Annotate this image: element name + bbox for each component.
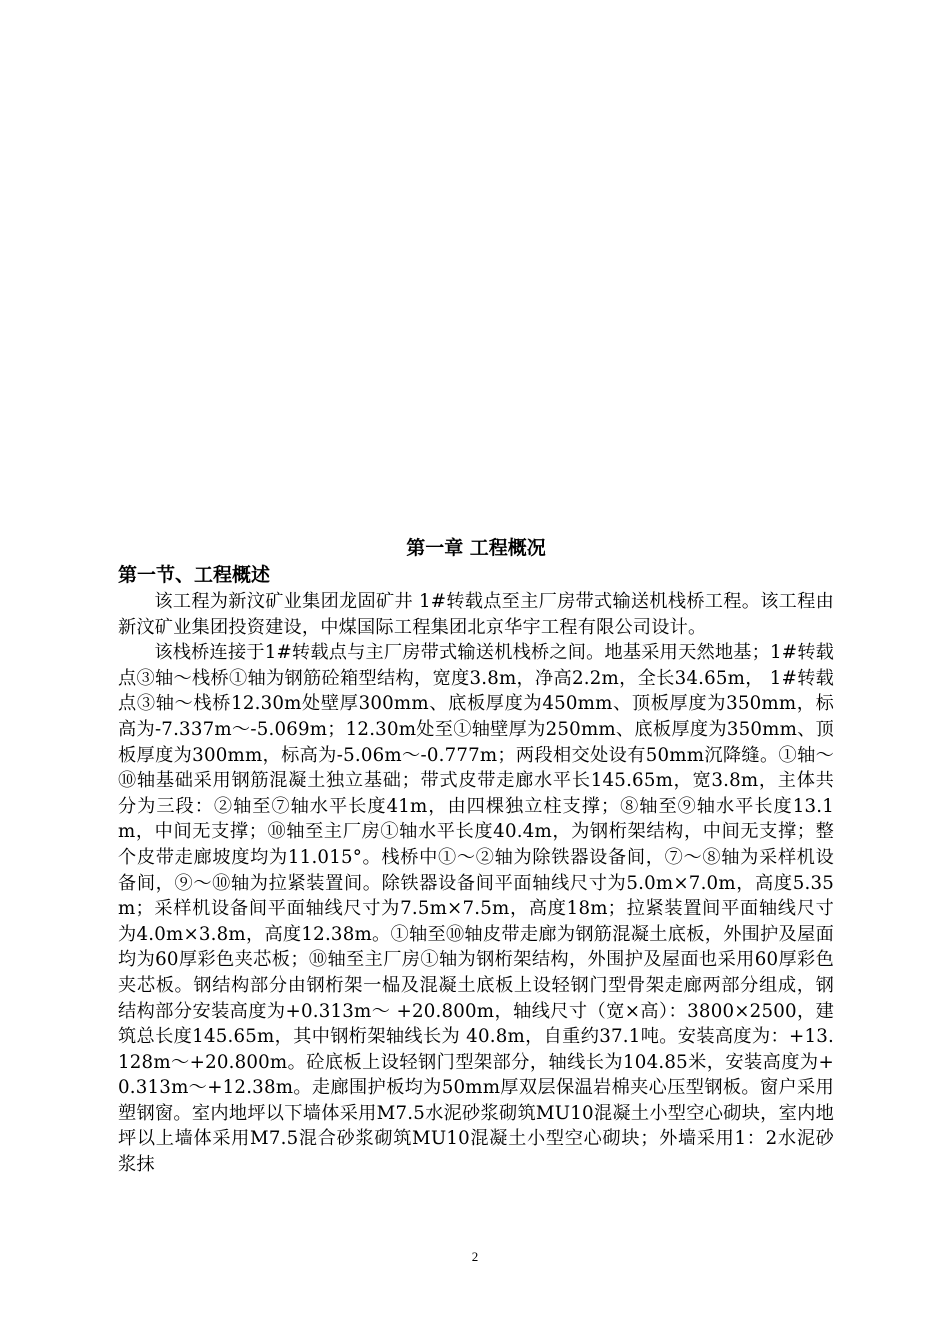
paragraph-overview: 该工程为新汶矿业集团龙固矿井 1#转载点至主厂房带式输送机栈桥工程。该工程由新汶矿业集团投资建设，中煤国际工程集团北京华宇工程有限公司设计。 bbox=[118, 591, 834, 638]
paragraph-structure: 该栈桥连接于1#转载点与主厂房带式输送机栈桥之间。地基采用天然地基；1#转载点③轴～栈桥①轴为钢筋砼箱型结构，宽度3.8m，净高2.2m，全长34.65m， 1#转载点③轴～栈桥12.30m处壁厚300mm、底板厚度为450mm、顶板厚度为350mm，标高为-7.337m～-5.069m；12.30m处至①轴壁厚为250mm、底板厚度为350mm、顶板厚度为300mm，标高为-5.06m～-0.777m；两段相交处设有50mm沉降缝。①轴～⑩轴基础采用钢筋混凝土独立基础；带式皮带走廊水平长145.65m，宽3.8m，主体共分为三段：②轴至⑦轴水平长度41m，由四棵独立柱支撑；⑧轴至⑨轴水平长度13.1m，中间无支撑；⑩轴至主厂房①轴水平长度40.4m，为钢桁架结构，中间无支撑；整个皮带走廊坡度均为11.015°。栈桥中①～②轴为除铁器设备间，⑦～⑧轴为采样机设备间，⑨～⑩轴为拉紧装置间。除铁器设备间平面轴线尺寸为5.0m×7.0m，高度5.35m；采样机设备间平面轴线尺寸为7.5m×7.5m，高度18m；拉紧装置间平面轴线尺寸为4.0m×3.8m，高度12.38m。①轴至⑩轴皮带走廊为钢筋混凝土底板，外围护及屋面均为60厚彩色夹芯板；⑩轴至主厂房①轴为钢桁架结构，外围护及屋面也采用60厚彩色夹芯板。钢结构部分由钢桁架一榀及混凝土底板上设轻钢门型骨架走廊两部分组成，钢结构部分安装高度为+0.313m～ +20.800m，轴线尺寸（宽×高）：3800×2500，建筑总长度145.65m，其中钢桁架轴线长为 40.8m，自重约37.1吨。安装高度为：+13.128m～+20.800m。砼底板上设轻钢门型架部分，轴线长为104.85米，安装高度为+0.313m～+12.38m。走廊围护板均为50mm厚双层保温岩棉夹心压型钢板。窗户采用塑钢窗。室内地坪以下墙体采用M7.5水泥砂浆砌筑MU10混凝土小型空心砌块，室内地坪以上墙体采用M7.5混合砂浆砌筑MU10混凝土小型空心砌块；外墙采用1：2水泥砂浆抹 bbox=[118, 642, 834, 1176]
section-title: 第一节、工程概述 bbox=[118, 564, 271, 586]
page-number: 2 bbox=[471, 1249, 479, 1264]
page-content bbox=[118, 535, 834, 1178]
chapter-title: 第一章 工程概况 bbox=[406, 537, 546, 559]
